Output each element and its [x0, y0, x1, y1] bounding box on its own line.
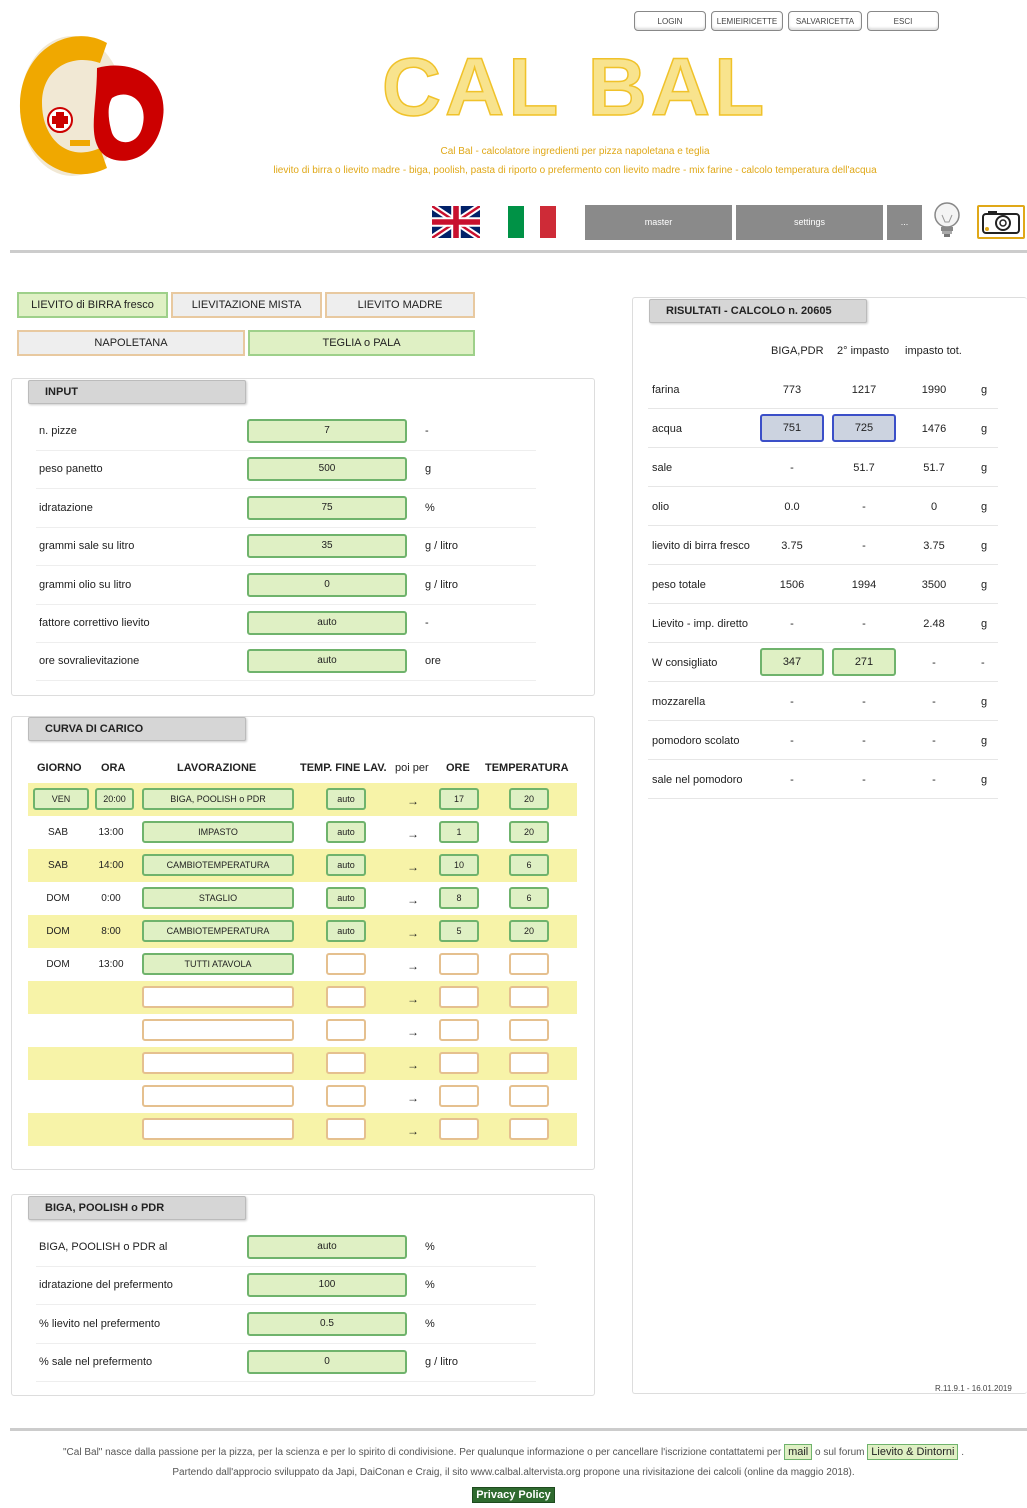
- result-value: 3.75: [923, 540, 945, 552]
- result-value: -: [790, 774, 794, 786]
- arrow-right-icon: →: [407, 794, 419, 808]
- input-row: [36, 528, 536, 566]
- curve-hours-field[interactable]: [439, 1019, 479, 1041]
- arrow-right-icon: →: [407, 1091, 419, 1105]
- curve-temperature-field[interactable]: 20: [509, 920, 549, 942]
- curve-operation-select[interactable]: [142, 1085, 294, 1107]
- result-value: 0: [930, 501, 938, 513]
- curve-operation-select[interactable]: [142, 1052, 294, 1074]
- result-row: [648, 565, 998, 604]
- result-w-box: 347: [760, 648, 824, 676]
- result-value: 1476: [921, 423, 947, 435]
- curve-operation-select[interactable]: BIGA, POOLISH o PDR: [142, 788, 294, 810]
- curve-operation-select[interactable]: CAMBIOTEMPERATURA: [142, 920, 294, 942]
- result-row: [648, 526, 998, 565]
- curve-row: [28, 783, 577, 816]
- result-w-box: 271: [832, 648, 896, 676]
- input-unit: g: [425, 463, 432, 475]
- curve-temperature-field[interactable]: 20: [509, 821, 549, 843]
- curve-end-temp-field[interactable]: [326, 1019, 366, 1041]
- mode-mixed-rise[interactable]: LIEVITAZIONE MISTA: [171, 292, 322, 318]
- footer-divider: [10, 1428, 1027, 1431]
- result-unit: g: [981, 540, 988, 552]
- input-value-field[interactable]: auto: [247, 611, 407, 635]
- result-value: -: [790, 696, 794, 708]
- curve-end-temp-field[interactable]: auto: [326, 821, 366, 843]
- curve-operation-select[interactable]: [142, 1118, 294, 1140]
- more-button[interactable]: ...: [887, 205, 922, 240]
- forum-link[interactable]: Lievito & Dintorni: [867, 1444, 958, 1460]
- input-row: [36, 643, 536, 681]
- biga-value-field[interactable]: auto: [247, 1235, 407, 1259]
- curve-operation-select[interactable]: TUTTI ATAVOLA: [142, 953, 294, 975]
- result-value: 1990: [921, 384, 947, 396]
- result-label: pomodoro scolato: [652, 735, 740, 747]
- subtitle-secondary: lievito di birra o lievito madre - biga, poolish, pasta di riporto o prefermento con lievito madre - mix farine - calcolo temperatura dell'acqua: [273, 165, 877, 176]
- input-value-field[interactable]: 0: [247, 573, 407, 597]
- result-unit: g: [981, 501, 988, 513]
- result-label: mozzarella: [652, 696, 706, 708]
- result-value: 3500: [921, 579, 947, 591]
- result-value: -: [862, 540, 866, 552]
- curve-operation-select[interactable]: [142, 1019, 294, 1041]
- result-value: -: [862, 696, 866, 708]
- col-header-ora: ORA: [101, 762, 126, 774]
- italy-flag-icon[interactable]: [508, 206, 556, 238]
- result-value: -: [790, 462, 794, 474]
- input-panel-title: INPUT: [28, 380, 246, 404]
- biga-unit: g / litro: [425, 1356, 459, 1368]
- input-unit: -: [425, 425, 429, 437]
- col-header-poi-per: poi per: [395, 762, 429, 774]
- curve-temperature-field[interactable]: [509, 986, 549, 1008]
- curve-time: 13:00: [98, 959, 124, 970]
- arrow-right-icon: →: [407, 893, 419, 907]
- arrow-right-icon: →: [407, 860, 419, 874]
- curve-row: [28, 1014, 577, 1047]
- curve-time-select[interactable]: 20:00: [95, 788, 134, 810]
- result-unit: g: [981, 423, 988, 435]
- result-unit: -: [981, 657, 985, 669]
- result-row: [648, 487, 998, 526]
- result-value: -: [790, 735, 794, 747]
- input-unit: ore: [425, 655, 441, 667]
- curve-time: 14:00: [98, 860, 124, 871]
- camera-icon: [979, 207, 1023, 237]
- input-unit: -: [425, 617, 429, 629]
- curve-row: [28, 882, 577, 915]
- curve-day: DOM: [46, 926, 70, 937]
- curve-temperature-field[interactable]: 6: [509, 854, 549, 876]
- input-value-field[interactable]: auto: [247, 649, 407, 673]
- logout-button[interactable]: ESCI: [867, 11, 939, 31]
- curve-row: [28, 948, 577, 981]
- curve-temperature-field[interactable]: 6: [509, 887, 549, 909]
- result-value: -: [862, 735, 866, 747]
- master-button[interactable]: master: [585, 205, 732, 240]
- result-unit: g: [981, 384, 988, 396]
- biga-row: [36, 1306, 536, 1344]
- save-recipe-button[interactable]: SALVARICETTA: [788, 11, 862, 31]
- lightbulb-icon[interactable]: [930, 200, 964, 242]
- curve-time: 0:00: [101, 893, 121, 904]
- result-value: -: [932, 657, 936, 669]
- calbal-logo: [12, 28, 172, 183]
- input-row: [36, 490, 536, 528]
- biga-label: % sale nel prefermento: [39, 1356, 153, 1368]
- result-row: [648, 448, 998, 487]
- result-row: [648, 370, 998, 409]
- results-panel-title: RISULTATI - CALCOLO n. 20605: [649, 299, 867, 323]
- biga-value-field[interactable]: 0: [247, 1350, 407, 1374]
- curve-day: SAB: [47, 860, 68, 871]
- curve-hours-field[interactable]: 8: [439, 887, 479, 909]
- curve-row: [28, 915, 577, 948]
- biga-row: [36, 1229, 536, 1267]
- my-recipes-button[interactable]: LEMIEIRICETTE: [711, 11, 783, 31]
- camera-button[interactable]: [977, 205, 1025, 239]
- curve-row: [28, 1113, 577, 1146]
- result-unit: g: [981, 735, 988, 747]
- result-value: 51.7: [853, 462, 875, 474]
- uk-flag-icon[interactable]: [432, 206, 480, 238]
- arrow-right-icon: →: [407, 992, 419, 1006]
- result-water-box[interactable]: 725: [832, 414, 896, 442]
- result-label: acqua: [652, 423, 682, 435]
- biga-row: [36, 1267, 536, 1305]
- result-row: [648, 604, 998, 643]
- input-label: ore sovralievitazione: [39, 655, 140, 667]
- biga-panel-title: BIGA, POOLISH o PDR: [28, 1196, 246, 1220]
- curve-operation-select[interactable]: STAGLIO: [142, 887, 294, 909]
- curve-time: 13:00: [98, 827, 124, 838]
- curve-day: DOM: [46, 893, 70, 904]
- biga-label: % lievito nel prefermento: [39, 1318, 161, 1330]
- result-value: 51.7: [923, 462, 945, 474]
- result-label: Lievito - imp. diretto: [652, 618, 748, 630]
- curve-row: [28, 816, 577, 849]
- result-label: peso totale: [652, 579, 706, 591]
- result-label: sale nel pomodoro: [652, 774, 743, 786]
- curve-hours-field[interactable]: [439, 1118, 479, 1140]
- footer-text-1b: o sul forum: [815, 1447, 865, 1458]
- curve-row: [28, 981, 577, 1014]
- result-value: 3.75: [781, 540, 803, 552]
- biga-unit: %: [425, 1279, 435, 1291]
- curve-hours-field[interactable]: [439, 1085, 479, 1107]
- type-napoletana[interactable]: NAPOLETANA: [17, 330, 245, 356]
- type-teglia[interactable]: TEGLIA o PALA: [248, 330, 475, 356]
- input-row: [36, 567, 536, 605]
- input-unit: g / litro: [425, 540, 459, 552]
- curve-day-select[interactable]: VEN: [33, 788, 89, 810]
- version-label: R.11.9.1 - 16.01.2019: [935, 1384, 1012, 1393]
- result-value: -: [862, 618, 866, 630]
- result-unit: g: [981, 618, 988, 630]
- curve-hours-field[interactable]: [439, 986, 479, 1008]
- input-row: [36, 413, 536, 451]
- curve-day: SAB: [47, 827, 68, 838]
- biga-unit: %: [425, 1318, 435, 1330]
- curve-temperature-field[interactable]: [509, 1019, 549, 1041]
- result-label: W consigliato: [652, 657, 718, 669]
- settings-button[interactable]: settings: [736, 205, 883, 240]
- result-row: [648, 760, 998, 799]
- arrow-right-icon: →: [407, 1124, 419, 1138]
- result-value: 1994: [851, 579, 877, 591]
- result-value: 1217: [851, 384, 877, 396]
- col-header-ore: ORE: [446, 762, 470, 774]
- curve-operation-select[interactable]: IMPASTO: [142, 821, 294, 843]
- result-unit: g: [981, 774, 988, 786]
- curve-hours-field[interactable]: 17: [439, 788, 479, 810]
- curve-temperature-field[interactable]: [509, 953, 549, 975]
- result-value: -: [862, 774, 866, 786]
- curve-temperature-field[interactable]: 20: [509, 788, 549, 810]
- footer-line-2: Partendo dall'approcio sviluppato da Japi, DaiConan e Craig, il sito www.calbal.altervista.org propone una rivisitazione dei calcoli (online da maggio 2018).: [172, 1467, 855, 1478]
- curve-hours-field[interactable]: 1: [439, 821, 479, 843]
- arrow-right-icon: →: [407, 827, 419, 841]
- curve-end-temp-field[interactable]: [326, 1118, 366, 1140]
- curve-hours-field[interactable]: 10: [439, 854, 479, 876]
- result-value: 773: [782, 384, 802, 396]
- result-label: sale: [652, 462, 673, 474]
- footer-text-1c: .: [961, 1447, 964, 1458]
- privacy-policy-button[interactable]: Privacy Policy: [472, 1487, 555, 1503]
- results-header-total: impasto tot.: [905, 345, 962, 357]
- curve-temperature-field[interactable]: [509, 1118, 549, 1140]
- results-header-second: 2° impasto: [837, 345, 890, 357]
- col-header-lavorazione: LAVORAZIONE: [177, 762, 257, 774]
- result-unit: g: [981, 696, 988, 708]
- curve-row: [28, 849, 577, 882]
- input-row: [36, 451, 536, 489]
- col-header-temp-fine: TEMP. FINE LAV.: [300, 762, 387, 774]
- biga-label: BIGA, POOLISH o PDR al: [39, 1241, 168, 1253]
- curve-operation-select[interactable]: CAMBIOTEMPERATURA: [142, 854, 294, 876]
- login-button[interactable]: LOGIN: [634, 11, 706, 31]
- curve-end-temp-field[interactable]: [326, 986, 366, 1008]
- arrow-right-icon: →: [407, 1025, 419, 1039]
- curve-end-temp-field[interactable]: [326, 1052, 366, 1074]
- result-value: -: [790, 618, 794, 630]
- result-row: [648, 721, 998, 760]
- result-unit: g: [981, 579, 988, 591]
- input-row: [36, 605, 536, 643]
- input-label: grammi sale su litro: [39, 540, 135, 552]
- curve-end-temp-field[interactable]: auto: [326, 887, 366, 909]
- curve-end-temp-field[interactable]: auto: [326, 920, 366, 942]
- result-label: farina: [652, 384, 680, 396]
- result-label: olio: [652, 501, 670, 513]
- arrow-right-icon: →: [407, 1058, 419, 1072]
- col-header-temperatura: TEMPERATURA: [485, 762, 569, 774]
- input-unit: g / litro: [425, 579, 459, 591]
- result-value: -: [932, 774, 936, 786]
- biga-unit: %: [425, 1241, 435, 1253]
- mail-link[interactable]: mail: [784, 1444, 812, 1460]
- footer-line-1: [0, 1444, 1027, 1460]
- biga-row: [36, 1344, 536, 1382]
- result-row: [648, 682, 998, 721]
- result-value: 0.0: [784, 501, 800, 513]
- curve-end-temp-field[interactable]: auto: [326, 854, 366, 876]
- curve-temperature-field[interactable]: [509, 1052, 549, 1074]
- input-label: idratazione: [39, 502, 93, 514]
- curve-hours-field[interactable]: [439, 1052, 479, 1074]
- results-header-biga: BIGA,PDR: [771, 345, 824, 357]
- result-row: [648, 409, 998, 448]
- arrow-right-icon: →: [407, 959, 419, 973]
- curve-row: [28, 1047, 577, 1080]
- subtitle-primary: Cal Bal - calcolatore ingredienti per pizza napoletana e teglia: [440, 146, 710, 157]
- curve-hours-field[interactable]: 5: [439, 920, 479, 942]
- curve-end-temp-field[interactable]: [326, 953, 366, 975]
- biga-value-field[interactable]: 0.5: [247, 1312, 407, 1336]
- app-title: CAL BAL: [381, 42, 769, 133]
- result-value: -: [932, 735, 936, 747]
- input-value-field[interactable]: 35: [247, 534, 407, 558]
- curve-temperature-field[interactable]: [509, 1085, 549, 1107]
- curve-hours-field[interactable]: [439, 953, 479, 975]
- result-value: 1506: [779, 579, 805, 591]
- input-label: grammi olio su litro: [39, 579, 132, 591]
- result-water-box[interactable]: 751: [760, 414, 824, 442]
- curve-row: [28, 1080, 577, 1113]
- result-value: 2.48: [923, 618, 945, 630]
- biga-value-field[interactable]: 100: [247, 1273, 407, 1297]
- result-value: -: [932, 696, 936, 708]
- mode-sourdough[interactable]: LIEVITO MADRE: [325, 292, 475, 318]
- input-value-field[interactable]: 500: [247, 457, 407, 481]
- input-label: peso panetto: [39, 463, 103, 475]
- curve-panel-title: CURVA DI CARICO: [28, 717, 246, 741]
- mode-fresh-yeast[interactable]: LIEVITO di BIRRA fresco: [17, 292, 168, 318]
- curve-day: DOM: [46, 959, 70, 970]
- biga-label: idratazione del prefermento: [39, 1279, 173, 1291]
- curve-end-temp-field[interactable]: auto: [326, 788, 366, 810]
- arrow-right-icon: →: [407, 926, 419, 940]
- result-value: -: [862, 501, 866, 513]
- input-value-field[interactable]: 75: [247, 496, 407, 520]
- curve-time: 8:00: [101, 926, 121, 937]
- col-header-giorno: GIORNO: [37, 762, 82, 774]
- result-label: lievito di birra fresco: [652, 540, 750, 552]
- input-label: n. pizze: [39, 425, 77, 437]
- footer-text-1a: "Cal Bal" nasce dalla passione per la pizza, per la scienza e per lo spirito di condivisione. Per qualunque informazione o per cancellare l'iscrizione contattatemi per: [63, 1447, 782, 1458]
- result-unit: g: [981, 462, 988, 474]
- curve-end-temp-field[interactable]: [326, 1085, 366, 1107]
- curve-operation-select[interactable]: [142, 986, 294, 1008]
- input-unit: %: [425, 502, 435, 514]
- input-label: fattore correttivo lievito: [39, 617, 150, 629]
- input-value-field[interactable]: 7: [247, 419, 407, 443]
- header-divider: [10, 250, 1027, 253]
- result-row: [648, 643, 998, 682]
